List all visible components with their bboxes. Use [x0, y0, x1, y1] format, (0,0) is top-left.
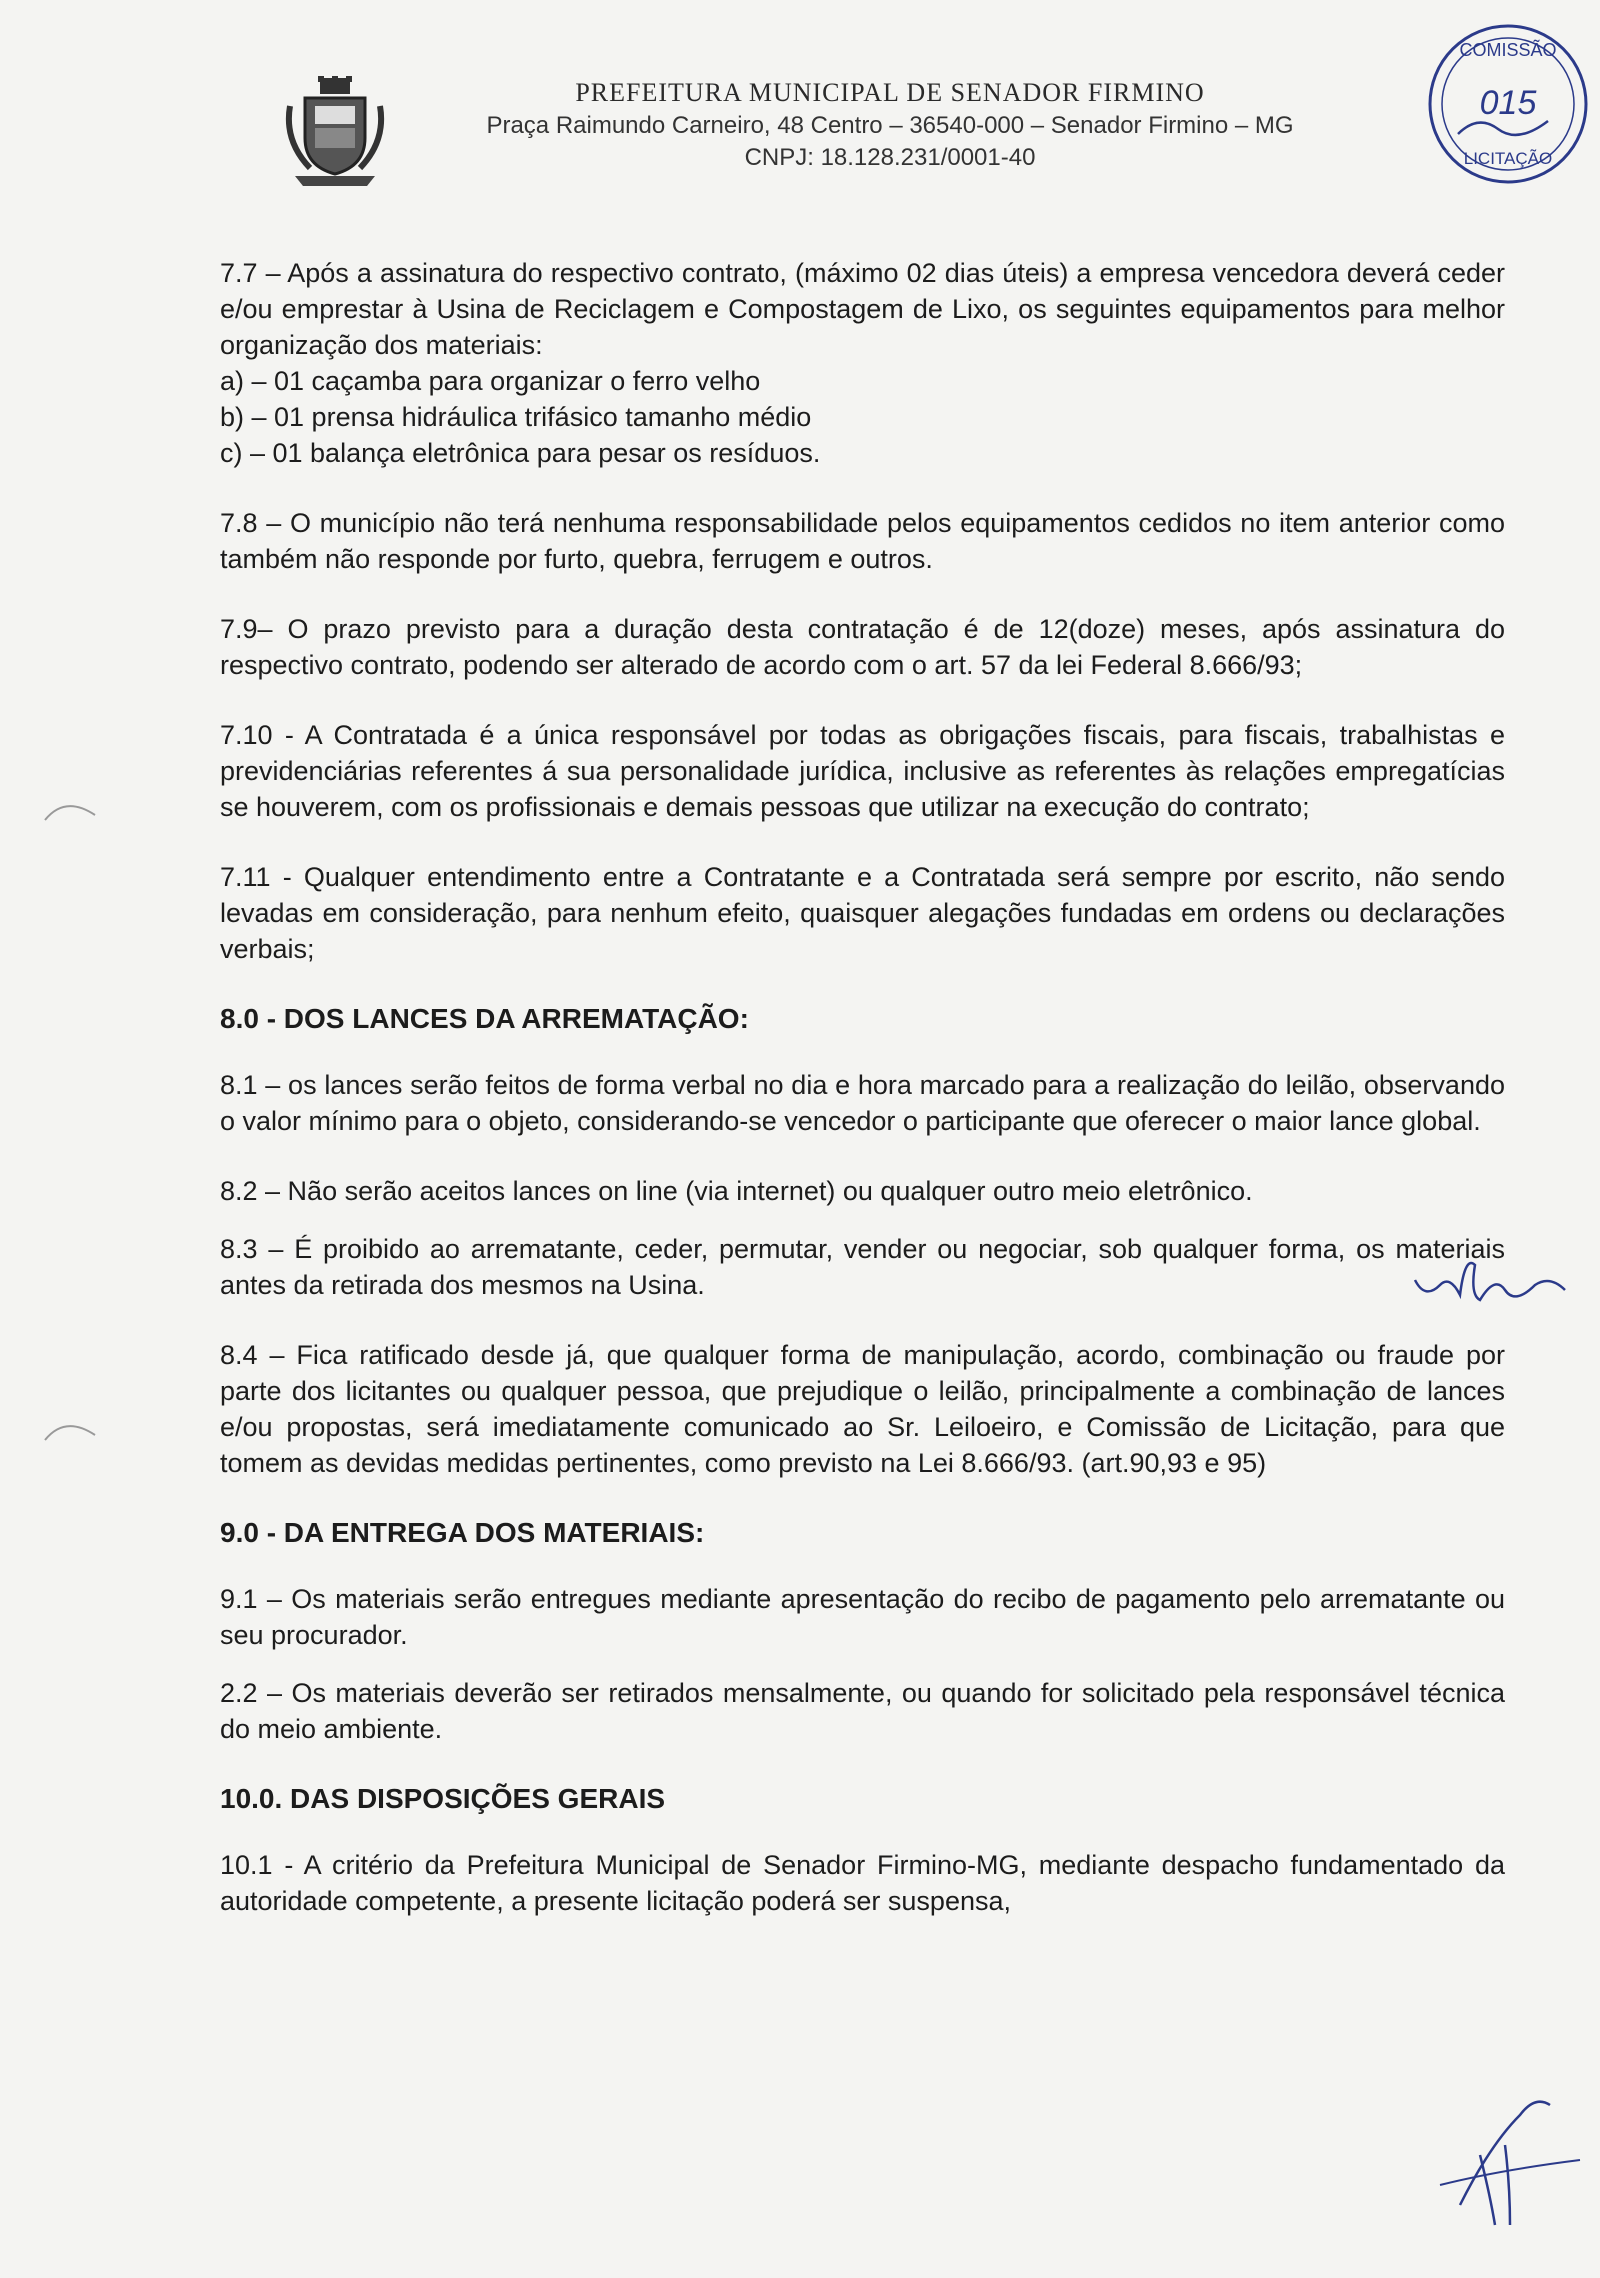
clause-9-1: 9.1 – Os materiais serão entregues mediante apresentação do recibo de pagamento pelo arrematante ou seu procurador. — [220, 1584, 1505, 1650]
clause-7-11: 7.11 - Qualquer entendimento entre a Contratante e a Contratada será sempre por escrito, não sendo levadas em consideração, para nenhum efeito, quaisquer alegações fundadas em ordens ou declarações verbais; — [220, 862, 1505, 964]
clause-10-1: 10.1 - A critério da Prefeitura Municipal de Senador Firmino-MG, mediante despacho fundamentado da autoridade competente, a presente licitação poderá ser suspensa, — [220, 1850, 1505, 1916]
stamp-page-number: 015 — [1479, 84, 1537, 122]
commission-page-stamp — [1418, 14, 1598, 194]
section-10-heading: 10.0. DAS DISPOSIÇÕES GERAIS — [220, 1783, 666, 1814]
clause-7-10: 7.10 - A Contratada é a única responsável por todas as obrigações fiscais, para fiscais, trabalhistas e previdenciárias referentes á sua personalidade jurídica, inclusive as referentes às relações empregatícias se houverem, com os profissionais e demais pessoas que utilizar na execução do contrato; — [220, 720, 1505, 822]
clause-7-7-item-b: b) – 01 prensa hidráulica trifásico tamanho médio — [220, 402, 812, 432]
municipality-address: Praça Raimundo Carneiro, 48 Centro – 36540-000 – Senador Firmino – MG — [486, 112, 1294, 139]
handwritten-signature — [1420, 2085, 1600, 2235]
clause-7-7-text: 7.7 – Após a assinatura do respectivo contrato, (máximo 02 dias úteis) a empresa vencedora deverá ceder e/ou emprestar à Usina de Reciclagem e Compostagem de Lixo, os seguintes equipamentos para melhor organização dos materiais: — [220, 258, 1505, 360]
margin-mark — [40, 795, 100, 825]
margin-mark — [40, 1415, 100, 1445]
clause-7-7-item-a: a) – 01 caçamba para organizar o ferro velho — [220, 366, 761, 396]
stamp-initials — [1458, 121, 1548, 135]
municipality-title: PREFEITURA MUNICIPAL DE SENADOR FIRMINO — [575, 78, 1205, 107]
clause-7-7 — [220, 255, 1505, 471]
letterhead — [280, 70, 1450, 200]
section-9-heading: 9.0 - DA ENTREGA DOS MATERIAIS: — [220, 1517, 705, 1548]
clause-8-4: 8.4 – Fica ratificado desde já, que qualquer forma de manipulação, acordo, combinação ou fraude por parte dos licitantes ou qualquer pessoa, que prejudique o leilão, principalmente a combinação de lances e/ou propostas, será imediatamente comunicado ao Sr. Leiloeiro, e Comissão de Licitação, para que tomem as devidas medidas pertinentes, como previsto na Lei 8.666/93. (art.90,93 e 95) — [220, 1340, 1505, 1478]
section-8-heading: 8.0 - DOS LANCES DA ARREMATAÇÃO: — [220, 1003, 749, 1034]
clause-7-8: 7.8 – O município não terá nenhuma responsabilidade pelos equipamentos cedidos no item anterior como também não responde por furto, quebra, ferrugem e outros. — [220, 508, 1505, 574]
stamp-bottom-text: LICITAÇÃO — [1463, 149, 1553, 168]
clause-8-3: 8.3 – É proibido ao arrematante, ceder, permutar, vender ou negociar, sob qualquer forma, os materiais antes da retirada dos mesmos na Usina. — [220, 1234, 1505, 1300]
municipal-coat-of-arms — [280, 76, 390, 188]
clause-7-9: 7.9– O prazo previsto para a duração desta contratação é de 12(doze) meses, após assinatura do respectivo contrato, podendo ser alterado de acordo com o art. 57 da lei Federal 8.666/93; — [220, 614, 1505, 680]
municipality-cnpj: CNPJ: 18.128.231/0001-40 — [744, 144, 1036, 171]
rubric-signature — [1405, 1245, 1600, 1315]
stamp-top-text: COMISSÃO — [1459, 40, 1557, 60]
clause-2-2: 2.2 – Os materiais deverão ser retirados mensalmente, ou quando for solicitado pela responsável técnica do meio ambiente. — [220, 1678, 1505, 1744]
clause-8-1: 8.1 – os lances serão feitos de forma verbal no dia e hora marcado para a realização do leilão, observando o valor mínimo para o objeto, considerando-se vencedor o participante que oferecer o maior lance global. — [220, 1070, 1505, 1136]
document-body — [220, 255, 1505, 1953]
clause-8-2: 8.2 – Não serão aceitos lances on line (via internet) ou qualquer outro meio eletrônico. — [220, 1176, 1253, 1206]
clause-7-7-item-c: c) – 01 balança eletrônica para pesar os resíduos. — [220, 438, 821, 468]
